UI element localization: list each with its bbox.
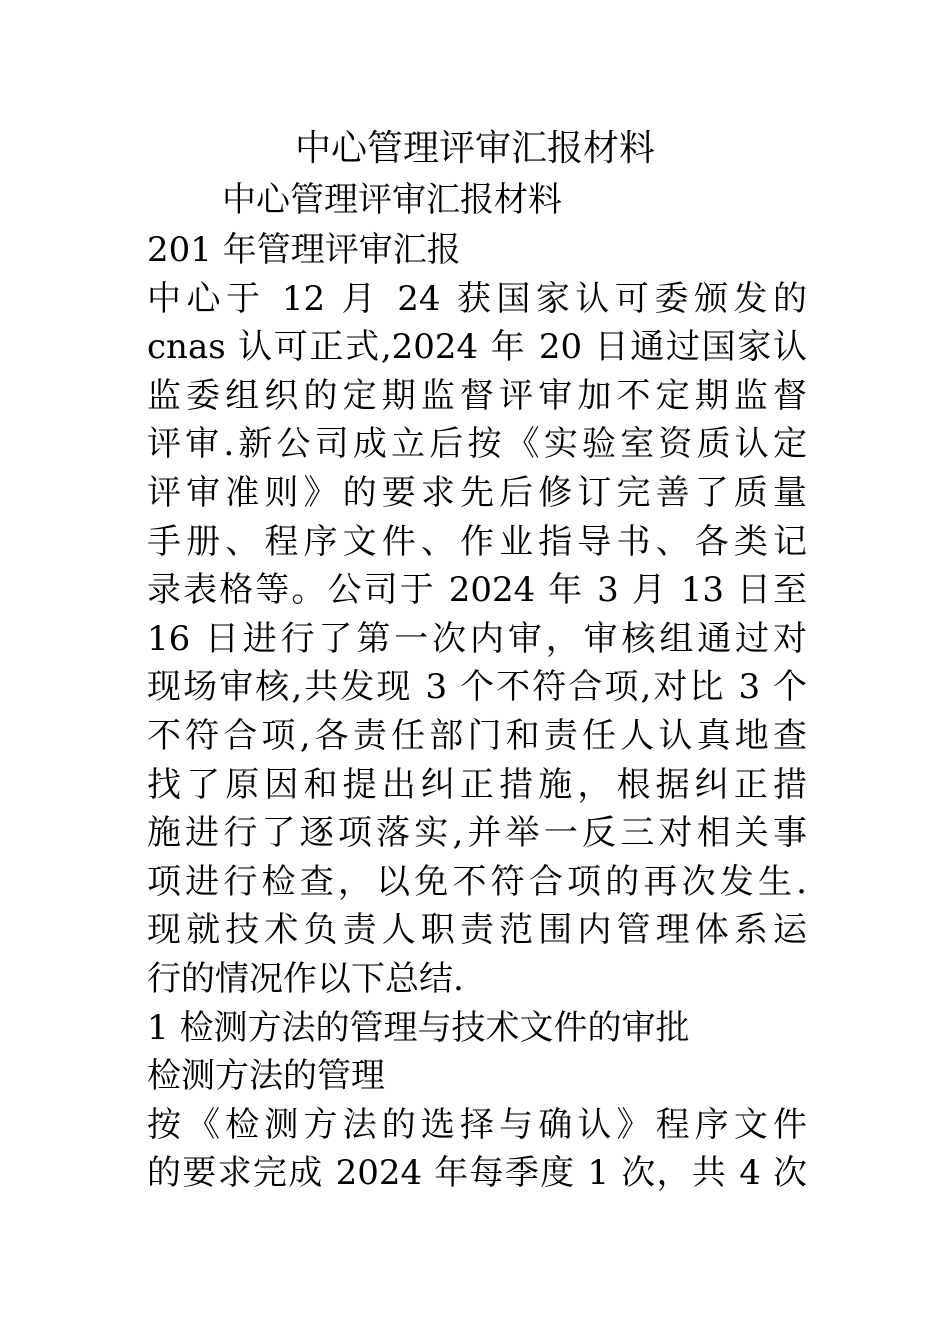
- document-title: 中心管理评审汇报材料: [294, 128, 655, 169]
- document-subtitle: 中心管理评审汇报材料: [222, 180, 562, 220]
- text-line: 按《检测方法的选择与确认》程序文件: [147, 1104, 807, 1145]
- text-line: 项进行检查，以免不符合项的再次发生.: [147, 861, 807, 902]
- text-line: 16 日进行了第一次内审，审核组通过对: [147, 618, 807, 659]
- text-line: 现场审核,共发现 3 个不符合项,对比 3 个: [147, 667, 807, 708]
- text-line: 找了原因和提出纠正措施，根据纠正措: [147, 764, 807, 805]
- text-line: 检测方法的管理: [147, 1056, 385, 1097]
- text-line: 监委组织的定期监督评审加不定期监督: [147, 375, 807, 416]
- text-line: cnas 认可正式,2024 年 20 日通过国家认: [147, 327, 807, 368]
- text-line: 的要求完成 2024 年每季度 1 次，共 4 次: [147, 1153, 807, 1194]
- text-line: 不符合项,各责任部门和责任人认真地查: [147, 715, 807, 756]
- text-line: 评审.新公司成立后按《实验室资质认定: [147, 424, 807, 465]
- text-line: 201 年管理评审汇报: [147, 230, 461, 270]
- text-line: 1 检测方法的管理与技术文件的审批: [147, 1007, 690, 1048]
- text-line: 评审准则》的要求先后修订完善了质量: [147, 472, 807, 513]
- document-body: [147, 226, 807, 1198]
- text-line: 录表格等。公司于 2024 年 3 月 13 日至: [147, 570, 807, 611]
- text-line: 施进行了逐项落实,并举一反三对相关事: [147, 813, 807, 854]
- text-line: 现就技术负责人职责范围内管理体系运: [147, 910, 807, 951]
- text-line: 手册、程序文件、作业指导书、各类记: [147, 521, 807, 562]
- text-line: 行的情况作以下总结.: [147, 958, 464, 999]
- text-line: 中心于 12 月 24 获国家认可委颁发的: [147, 278, 807, 319]
